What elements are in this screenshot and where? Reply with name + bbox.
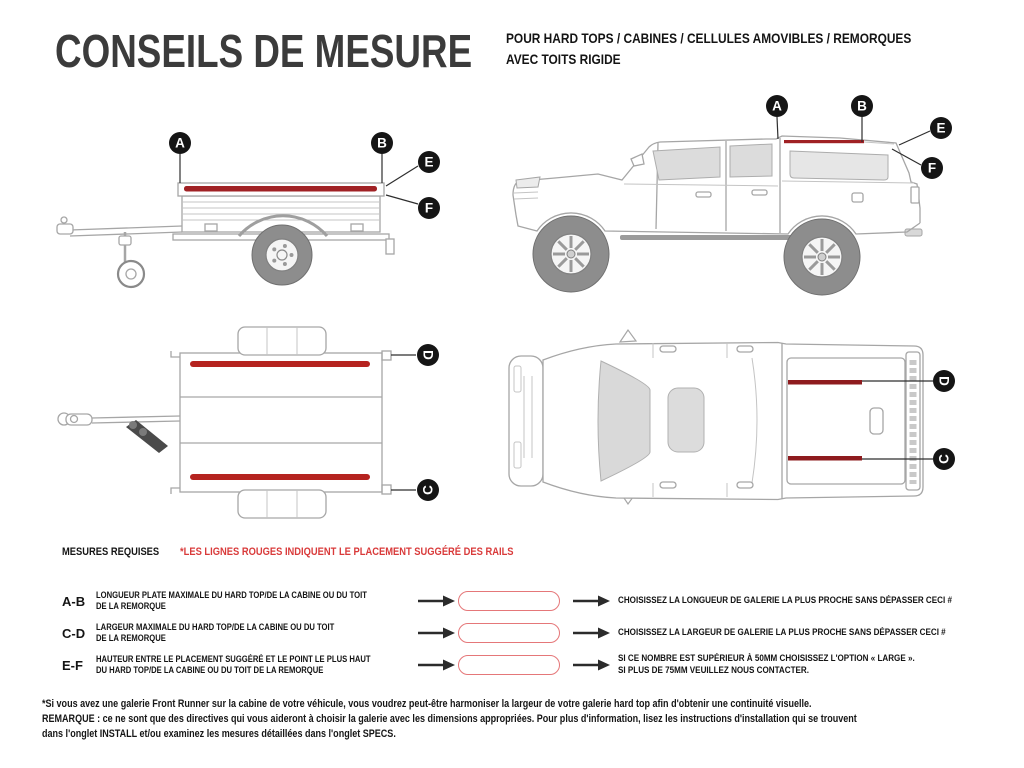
callout-d [933, 370, 955, 392]
callout-a [766, 95, 788, 117]
trailer-side-view-diagram [55, 98, 455, 313]
footer-line3: dans l'onglet INSTALL et/ou examinez les mesures détaillées dans l'onglet SPECS. [42, 728, 396, 740]
measurement-row-ef [40, 649, 1010, 681]
measurements-section [40, 546, 1010, 681]
svg-text:A: A [175, 135, 185, 151]
door-handle [752, 190, 767, 195]
measurement-label: E-F [62, 657, 83, 673]
callout-d [417, 344, 439, 366]
door-handle [660, 346, 676, 352]
truck-side-view-diagram [500, 83, 960, 298]
rail-placement-line [190, 474, 370, 480]
svg-text:D: D [420, 350, 436, 360]
flow-arrow-icon [414, 627, 458, 639]
measurement-description: LONGUEUR PLATE MAXIMALE DU HARD TOP/DE LA CABINE OU DU TOIT DE LA REMORQUE [96, 590, 367, 611]
rail-placement-line [184, 186, 377, 192]
callout-b [371, 132, 393, 154]
front-wheel [533, 216, 609, 292]
page-title: CONSEILS DE MESURE [55, 25, 473, 77]
measurement-description: LARGEUR MAXIMALE DU HARD TOP/DE LA CABINE OU DU TOIT DE LA REMORQUE [96, 622, 335, 643]
callout-c [933, 448, 955, 470]
svg-text:B: B [377, 135, 387, 151]
measurement-description: HAUTEUR ENTRE LE PLACEMENT SUGGÉRÉ ET LE POINT LE PLUS HAUT DU HARD TOP/DE LA CABINE OU DU TOIT DE LA REMORQUE [96, 654, 371, 675]
flow-arrow-icon [564, 595, 618, 607]
footer-line2: REMARQUE : ce ne sont que des directives qui vous aideront à choisir la galerie avec les dimensions appropriées. Pour plus d'information, lisez les instructions d'installation qui se trouvent [42, 713, 857, 725]
rail-placement-line [788, 380, 862, 385]
measurements-heading: MESURES REQUISES [62, 546, 160, 558]
truck-top-view-diagram [500, 328, 960, 518]
svg-text:C: C [936, 454, 952, 464]
measurement-value-field [458, 623, 560, 643]
door-handle [696, 192, 711, 197]
measurement-value-field [458, 655, 560, 675]
svg-text:A: A [772, 98, 782, 114]
callout-e [418, 151, 440, 173]
measurement-label: A-B [62, 593, 86, 609]
flow-arrow-icon [564, 659, 618, 671]
callout-c [417, 479, 439, 501]
svg-text:E: E [936, 120, 946, 136]
rail-placement-line [190, 361, 370, 367]
taillight [911, 187, 919, 203]
footer-line1: *Si vous avez une galerie Front Runner sur la cabine de votre véhicule, vous voudrez peut-être harmoniser la largeur de votre galerie hard top afin d'obtenir une continuité visuelle. [42, 698, 812, 710]
trailer-body-top [171, 351, 391, 494]
headlight [516, 177, 540, 188]
callout-b [851, 95, 873, 117]
truck-bed-top [787, 352, 920, 490]
flow-arrow-icon [564, 627, 618, 639]
svg-text:F: F [927, 160, 937, 176]
measurement-value-field [458, 591, 560, 611]
svg-text:D: D [936, 376, 952, 386]
page-subtitle [506, 28, 983, 70]
footer-note [42, 697, 1024, 742]
measurement-row-ab [40, 585, 1010, 617]
measurements-header [40, 546, 1010, 562]
measurement-instruction: CHOISISSEZ LA LARGEUR DE GALERIE LA PLUS PROCHE SANS DÉPASSER CECI # [618, 627, 946, 638]
measurement-label: C-D [62, 625, 86, 641]
trailer-drawbar-top [58, 413, 180, 453]
svg-text:E: E [424, 154, 434, 170]
front-door-window [653, 147, 720, 180]
rail-placement-line [784, 140, 864, 143]
callout-a [169, 132, 191, 154]
measurement-row-cd [40, 617, 1010, 649]
door-handle [737, 346, 753, 352]
rear-door-window [730, 144, 772, 177]
measurement-instruction: SI CE NOMBRE EST SUPÉRIEUR À 50MM CHOISISSEZ L'OPTION « LARGE ». SI PLUS DE 75MM VEUILLEZ NOUS CONTACTER. [618, 653, 915, 676]
trailer-drawbar [57, 217, 182, 287]
trailer-wheel [252, 225, 312, 285]
jockey-wheel [118, 261, 144, 287]
page-subtitle-line1: POUR HARD TOPS / CABINES / CELLULES AMOVIBLES / REMORQUES [506, 30, 912, 46]
door-handle [660, 482, 676, 488]
callout-f [418, 197, 440, 219]
svg-text:B: B [857, 98, 867, 114]
red-rails-note: *LES LIGNES ROUGES INDIQUENT LE PLACEMENT SUGGÉRÉ DES RAILS [180, 546, 514, 558]
page-subtitle-line2: AVEC TOITS RIGIDE [506, 51, 621, 67]
flow-arrow-icon [414, 595, 458, 607]
callout-e [930, 117, 952, 139]
door-handle [737, 482, 753, 488]
svg-text:C: C [420, 485, 436, 495]
side-mirror [631, 154, 644, 166]
rear-wheel [784, 219, 860, 295]
canopy-window [790, 151, 888, 180]
callout-f [921, 157, 943, 179]
measurement-instruction: CHOISISSEZ LA LONGUEUR DE GALERIE LA PLUS PROCHE SANS DÉPASSER CECI # [618, 595, 952, 606]
flow-arrow-icon [414, 659, 458, 671]
rail-placement-line [788, 456, 862, 461]
svg-text:F: F [424, 200, 434, 216]
trailer-top-view-diagram [38, 315, 458, 530]
side-mirror-top [620, 330, 636, 342]
sunroof [668, 388, 704, 452]
